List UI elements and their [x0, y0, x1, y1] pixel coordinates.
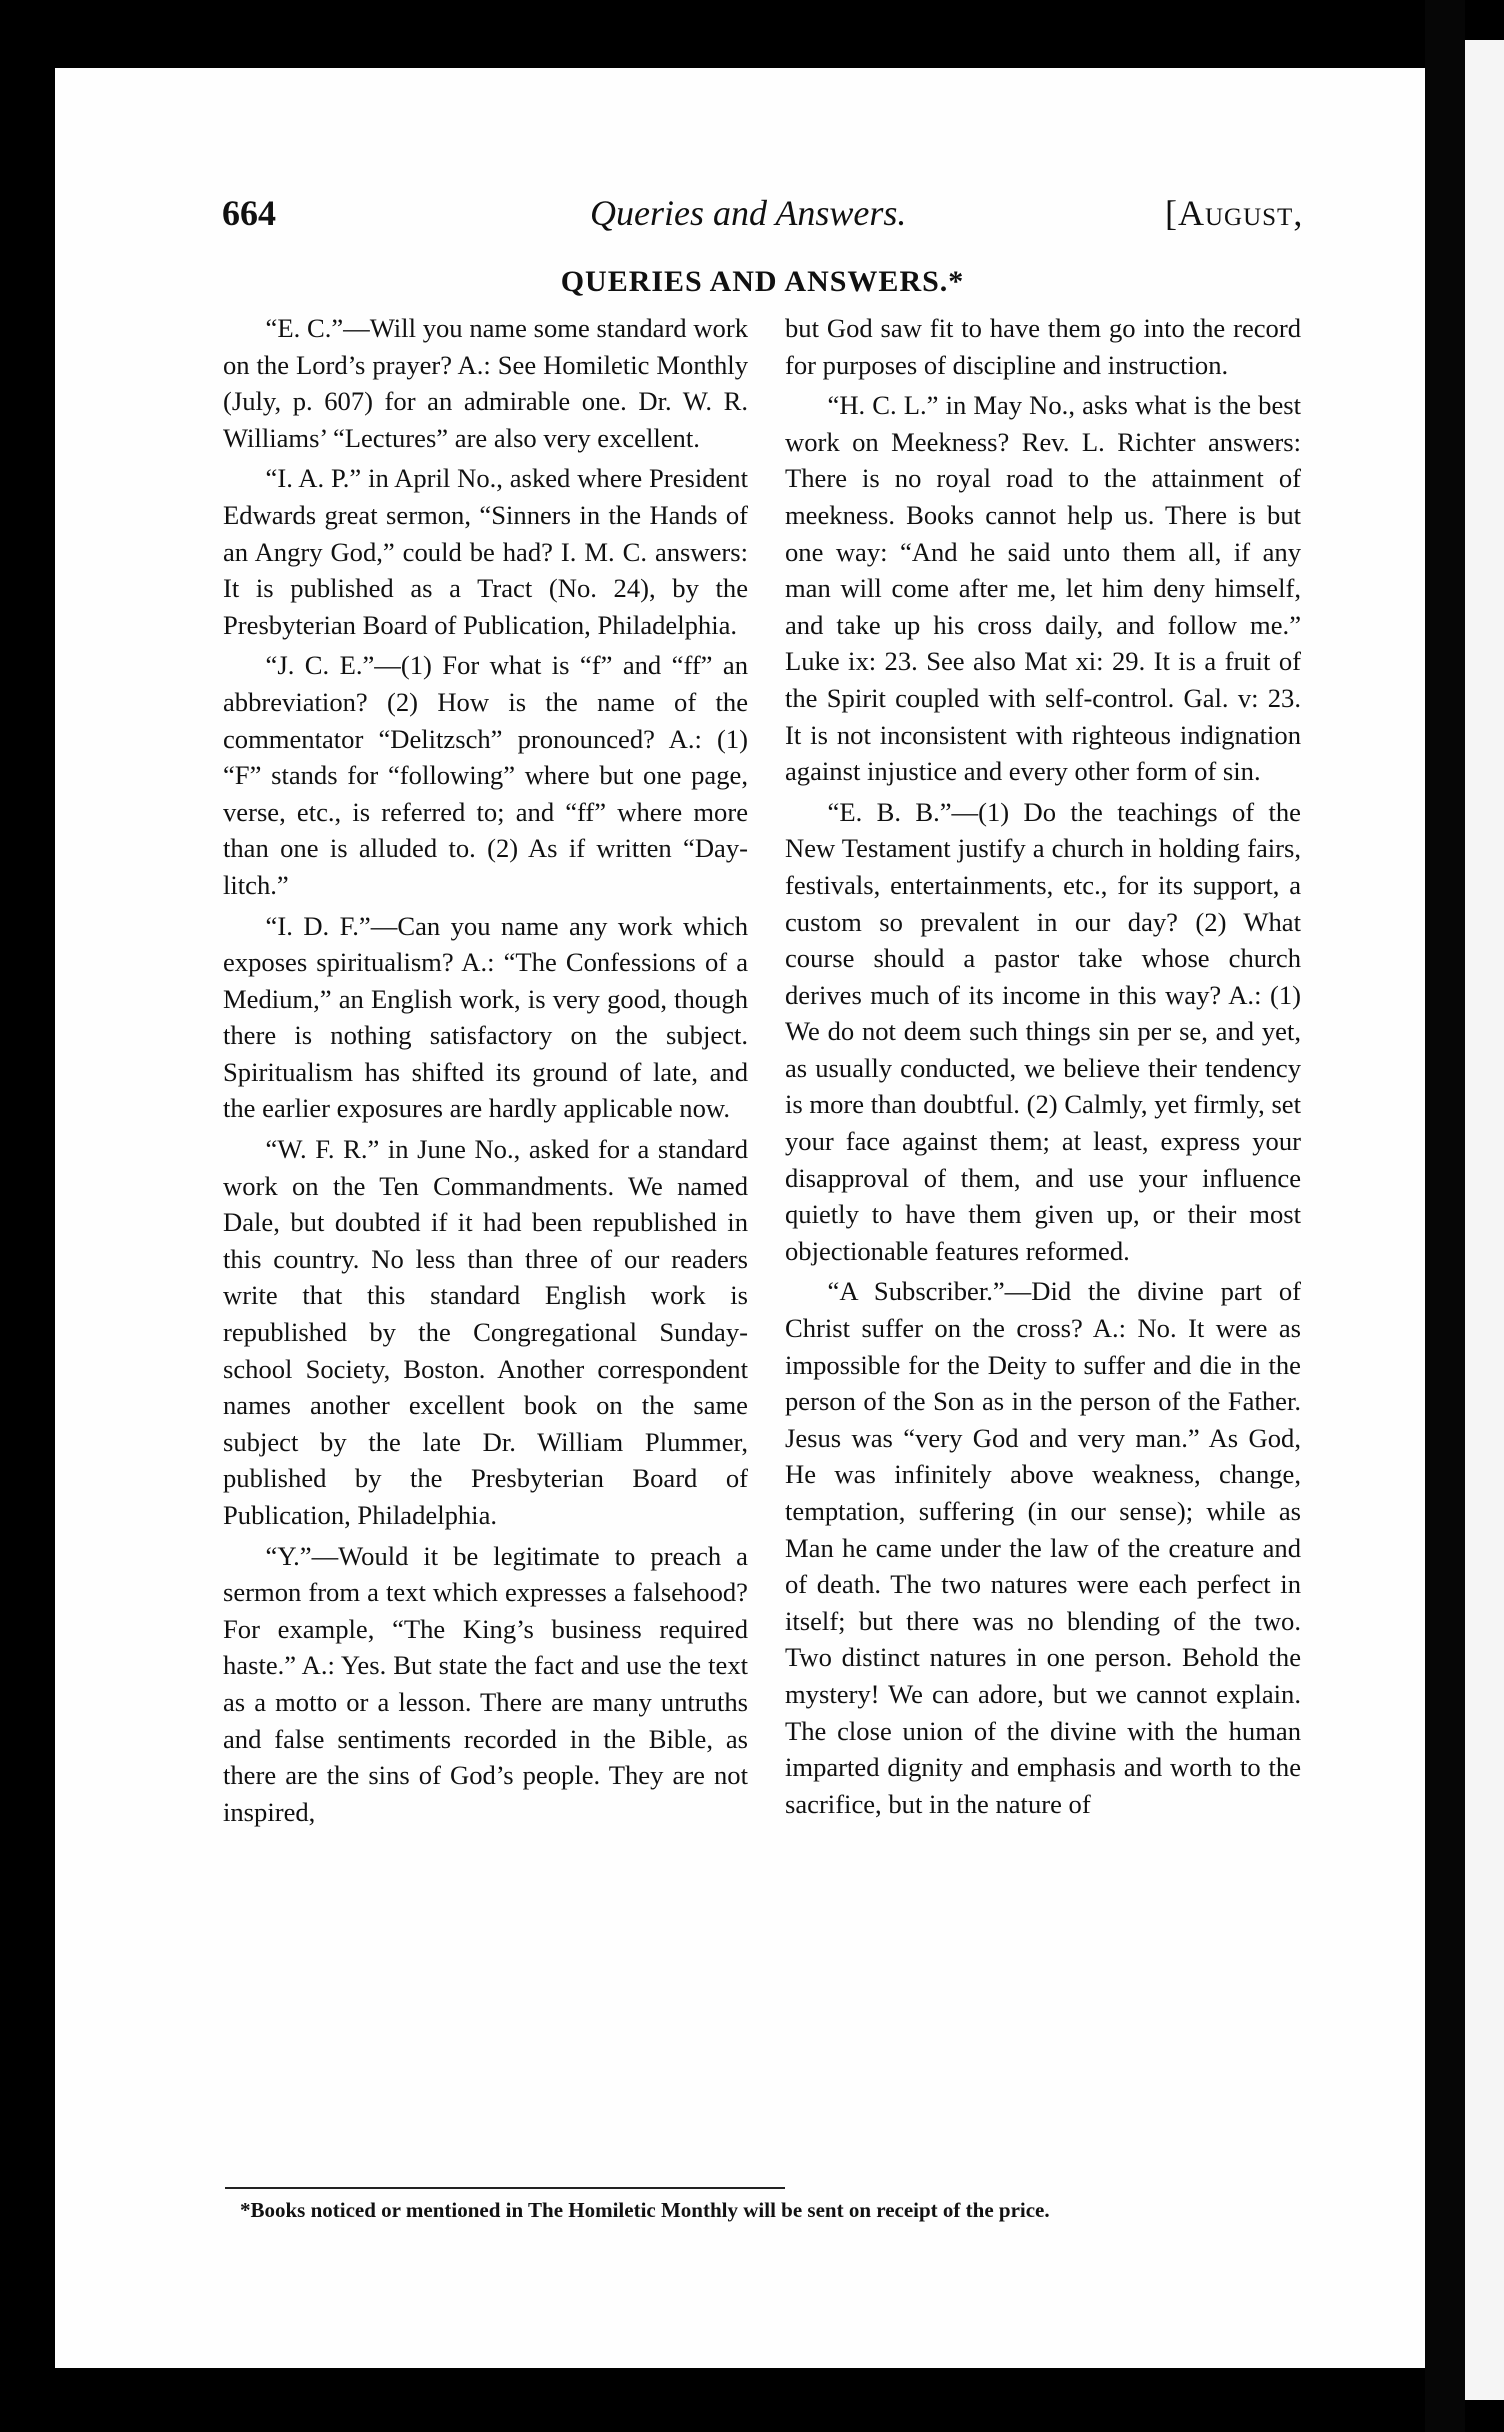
query-paragraph: “A Subscriber.”—Did the divine part of Christ suffer on the cross? A.: No. It were as impossible for the Deity to suffer and die in the person of the Son as in the person of the Father. Jesus was “very God and very man.” As God, He was infinitely above weakness, change, temptation, suffering (in our sense); while as Man he came under the law of the creature and of death. The two natures were each perfect in itself; but there was no blending of the two. Two distinct natures in one person. Behold the mystery! We can adore, but we cannot explain. The close union of the divine with the human imparted dignity and emphasis and worth to the sacrifice, but in the nature of — [785, 1276, 1301, 1819]
query-paragraph: “J. C. E.”—(1) For what is “f” and “ff” an abbreviation? (2) How is the name of the commentator “Delitzsch” pronounced? A.: (1) “F” stands for “following” where but one page, verse, etc., is referred to; and “ff” where more than one is alluded to. (2) As if written “Day-litch.” — [223, 650, 748, 900]
facing-page-edge — [1465, 40, 1504, 2400]
query-paragraph: “E. B. B.”—(1) Do the teachings of the New Testament justify a church in holding fairs, festivals, entertainments, etc., for its support, a custom so prevalent in our day? (2) What course should a pastor take whose church derives much of its income in this way? A.: (1) We do not deem such things sin per se, and yet, as usually conducted, we believe their tendency is more than doubtful. (2) Calmly, yet firmly, set your face against them; at least, express your disapproval of them, and use your influence quietly to have them given up, or their most objectionable features reformed. — [785, 796, 1301, 1266]
query-paragraph-continued: but God saw fit to have them go into the record for purposes of discipline and instruction. — [785, 313, 1301, 380]
left-column — [223, 310, 748, 1834]
query-paragraph: “W. F. R.” in June No., asked for a standard work on the Ten Commandments. We named Dale, but doubted if it had been republished in this country. No less than three of our readers write that this standard English work is republished by the Congregational Sunday-school Society, Boston. Another correspondent names another excellent book on the same subject by the late Dr. William Plummer, published by the Presbyterian Board of Publication, Philadelphia. — [223, 1134, 748, 1530]
query-paragraph: “H. C. L.” in May No., asks what is the best work on Meekness? Rev. L. Richter answers: There is no royal road to the attainment of meekness. Books cannot help us. There is but one way: “And he said unto them all, if any man will come after me, let him deny himself, and take up his cross daily, and follow me.” Luke ix: 23. See also Mat xi: 29. It is a fruit of the Spirit coupled with self-control. Gal. v: 23. It is not inconsistent with righteous indignation against injustice and every other form of sin. — [785, 390, 1301, 787]
running-header — [0, 192, 1504, 252]
section-title: QUERIES AND ANSWERS.* — [560, 265, 965, 298]
query-paragraph: “E. C.”—Will you name some standard work on the Lord’s prayer? A.: See Homiletic Monthly (July, p. 607) for an admirable one. Dr. W. R. Williams’ “Lectures” are also very excellent. — [223, 313, 748, 453]
binding-fold — [1425, 0, 1465, 2432]
running-month: [August, — [1165, 193, 1304, 233]
query-paragraph: “Y.”—Would it be legitimate to preach a sermon from a text which expresses a falsehood? For example, “The King’s business required haste.” A.: Yes. But state the fact and use the text as a motto or a lesson. There are many untruths and false sentiments recorded in the Bible, as there are the sins of God’s people. They are not inspired, — [223, 1540, 748, 1827]
footnote-rule — [225, 2187, 785, 2189]
query-paragraph: “I. D. F.”—Can you name any work which exposes spiritualism? A.: “The Confessions of a Medium,” an English work, is very good, though there is nothing satisfactory on the subject. Spiritualism has shifted its ground of late, and the earlier exposures are hardly applicable now. — [223, 910, 748, 1124]
page-number: 664 — [222, 193, 276, 233]
running-title: Queries and Answers. — [590, 193, 907, 233]
footnote: *Books noticed or mentioned in The Homiletic Monthly will be sent on receipt of the price. — [240, 2198, 1050, 2222]
query-paragraph: “I. A. P.” in April No., asked where President Edwards great sermon, “Sinners in the Hands of an Angry God,” could be had? I. M. C. answers: It is published as a Tract (No. 24), by the Presbyterian Board of Publication, Philadelphia. — [223, 463, 748, 640]
right-column — [785, 310, 1301, 1826]
